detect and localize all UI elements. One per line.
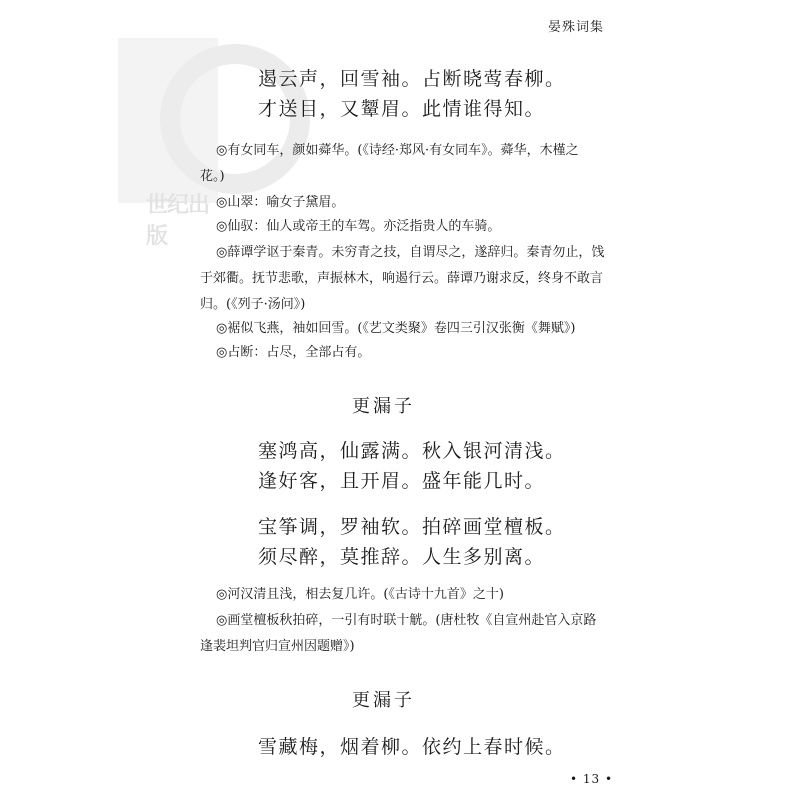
annotation-line: ◎占断：占尽，全部占有。 (216, 345, 371, 360)
poem-2-stanza-1 (258, 436, 566, 496)
annotation-1 (200, 138, 579, 190)
annotation-line: ◎薛谭学讴于秦青。未穷青之技，自谓尽之，遂辞归。秦青勿止，饯 (216, 245, 605, 260)
annotation-2 (216, 190, 576, 216)
annotation-5 (216, 316, 576, 342)
poem-2-stanza-2 (258, 512, 566, 572)
watermark-text: 世纪出版 (146, 192, 210, 249)
annotation-line: ◎河汉清且浅，相去复几许。(《古诗十九首》之十) (216, 587, 504, 602)
poem-line: 宝筝调，罗袖软。拍碎画堂檀板。 (258, 516, 566, 538)
annotation-line: ◎有女同车，颜如蕣华。(《诗经·郑风·有女同车》。蕣华，木槿之 (216, 143, 579, 158)
annotation-8 (200, 608, 597, 660)
annotation-line: ◎仙驭：仙人或帝王的车驾。亦泛指贵人的车骑。 (216, 219, 501, 234)
poem-1 (258, 64, 566, 124)
poem-line: 须尽醉，莫推辞。人生多别离。 (258, 546, 546, 568)
annotation-line: ◎山翠：喻女子黛眉。 (216, 195, 345, 210)
annotation-line: 花。) (200, 169, 225, 184)
poem-line: 塞鸿高，仙露满。秋入银河清浅。 (258, 440, 566, 462)
annotation-line: 于郊衢。抚节悲歌，声振林木，响遏行云。薛谭乃谢求反，终身不敢言 (200, 271, 604, 286)
poem-line: 逢好客，且开眉。盛年能几时。 (258, 470, 546, 492)
poem-line: 雪藏梅，烟着柳。依约上春时候。 (258, 736, 566, 758)
running-header: 晏殊词集 (548, 20, 605, 35)
poem-3 (258, 732, 566, 762)
annotation-6 (216, 340, 576, 366)
annotation-4 (200, 240, 605, 318)
annotation-line: 逢裴坦判官归宣州因题赠》) (200, 639, 355, 654)
poem-line: 遏云声，回雪袖。占断晓莺春柳。 (258, 68, 566, 90)
annotation-3 (216, 214, 576, 240)
poem-line: 才送目，又颦眉。此情谁得知。 (258, 98, 546, 120)
poem-2-title: 更漏子 (352, 396, 415, 417)
annotation-line: 归。(《列子·汤问》) (200, 297, 306, 312)
annotation-line: ◎裾似飞燕，袖如回雪。(《艺文类聚》卷四三引汉张衡《舞赋》) (216, 321, 576, 336)
poem-3-title: 更漏子 (352, 690, 415, 711)
annotation-line: ◎画堂檀板秋拍碎，一引有时联十觥。(唐杜牧《自宣州赴官入京路 (216, 613, 597, 628)
annotation-7 (216, 582, 576, 608)
page-number: • 13 • (570, 772, 614, 786)
